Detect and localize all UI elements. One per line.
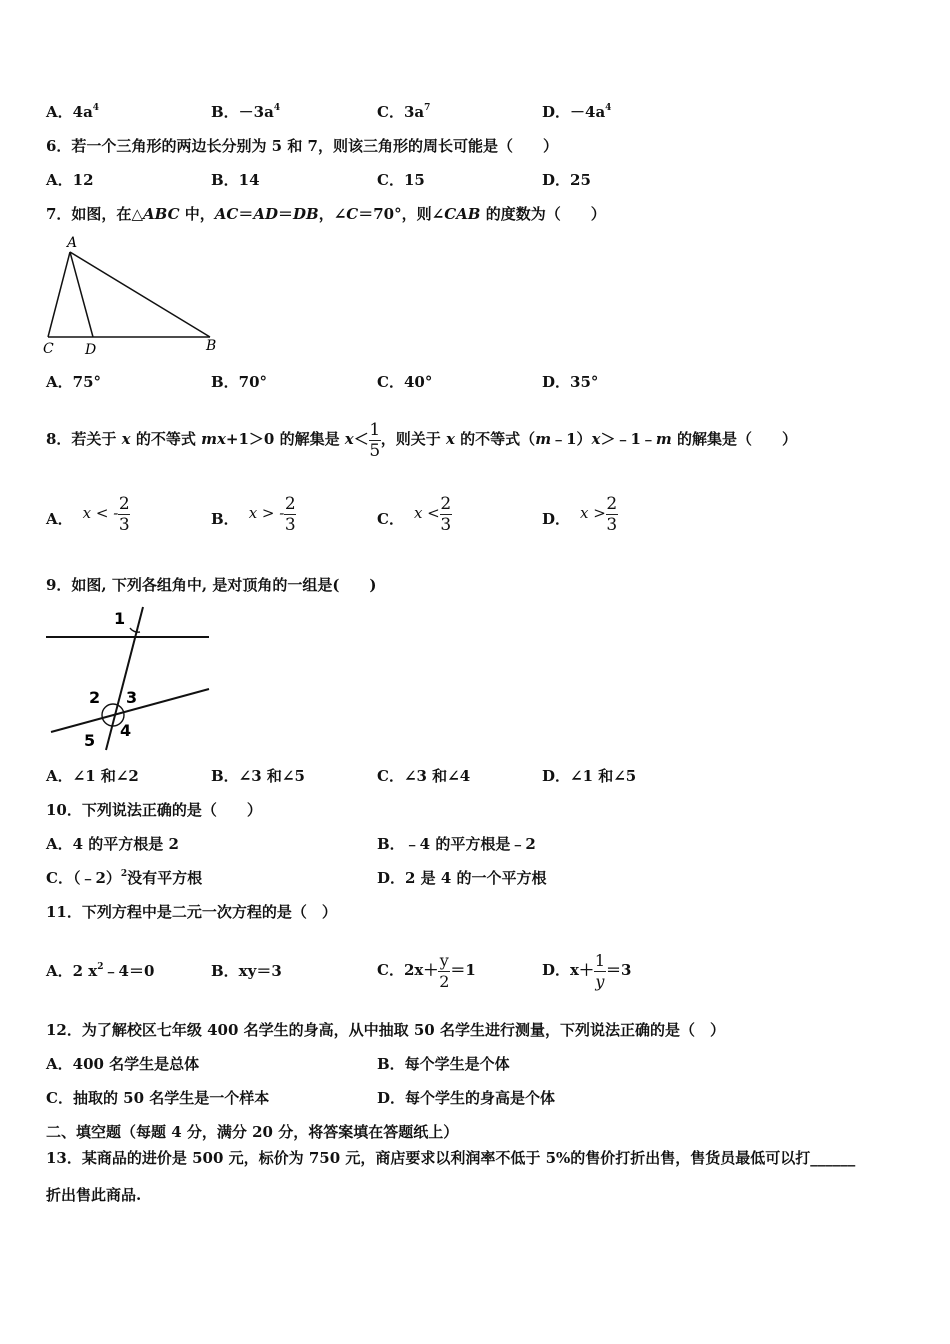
q6-option-b: B．14: [211, 171, 260, 189]
q11-option-d: D．x＋ $\frac{1}{y}$ ＝3: [542, 950, 632, 991]
line-ab: [70, 252, 210, 337]
q12-option-a: A．400 名学生是总体: [46, 1055, 200, 1073]
q7-option-c: C．40°: [377, 373, 433, 391]
q11-option-c: C．2x＋ $\frac{y}{2}$ ＝1: [377, 950, 476, 991]
q9-option-d: D．∠1 和∠5: [542, 767, 637, 785]
q10-stem: 10．下列说法正确的是（ ）: [46, 801, 262, 819]
angle-label-1: 1: [114, 609, 126, 628]
q7-option-a: A．75°: [46, 373, 102, 391]
angle-label-4: 4: [120, 721, 132, 740]
q7-option-d: D．35°: [542, 373, 599, 391]
q10-option-a: A．4 的平方根是 2: [46, 835, 179, 853]
q10-option-d: D．2 是 4 的一个平方根: [377, 869, 547, 887]
q5-option-c: C．$3a^7$: [377, 103, 431, 121]
q13-line-2: 折出售此商品.: [46, 1186, 142, 1204]
q12-option-d: D．每个学生的身高是个体: [377, 1089, 556, 1107]
q6-option-c: C．15: [377, 171, 425, 189]
q8-fraction: $\frac{1}{5}$: [369, 419, 381, 461]
q9-option-b: B．∠3 和∠5: [211, 767, 305, 785]
q8-option-a: A． x < - $\frac{2}{3}$: [46, 493, 130, 535]
line-ac: [48, 252, 70, 337]
q9-option-a: A．∠1 和∠2: [46, 767, 139, 785]
q12-option-b: B．每个学生是个体: [377, 1055, 510, 1073]
label-d: D: [85, 342, 97, 358]
q9-option-c: C．∠3 和∠4: [377, 767, 471, 785]
q9-stem: 9．如图, 下列各组角中, 是对顶角的一组是( ): [46, 576, 377, 594]
q6-option-a: A．12: [46, 171, 94, 189]
q12-option-c: C．抽取的 50 名学生是一个样本: [46, 1089, 270, 1107]
q7-triangle-figure: [40, 232, 230, 360]
q8-option-b: B． x > - $\frac{2}{3}$: [211, 493, 296, 535]
q5-option-d: D．$-4a^4$: [542, 103, 612, 121]
q5-option-a: A．$4a^4$: [46, 103, 100, 121]
angle-label-2: 2: [89, 688, 101, 707]
arc-1: [130, 628, 140, 632]
line-ad: [70, 252, 93, 337]
angle-label-3: 3: [126, 688, 138, 707]
q11-option-b: B．xy＝3: [211, 962, 282, 980]
q9-angles-figure: [44, 602, 214, 752]
q6-stem: 6．若一个三角形的两边长分别为 5 和 7，则该三角形的周长可能是（ ）: [46, 137, 558, 155]
angle-label-5: 5: [84, 731, 96, 750]
q7-option-b: B．70°: [211, 373, 268, 391]
section-title-fill-in: 二、填空题（每题 4 分，满分 20 分，将答案填在答题纸上）: [46, 1123, 459, 1141]
q8-stem: 8．若关于 x 的不等式 mx+1＞0 的解集是 x＜ $\frac{1}{5}$ ，则关于 x 的不等式（m﹣1）x＞﹣1﹣m 的解集是（ ）: [46, 419, 797, 461]
q6-option-d: D．25: [542, 171, 591, 189]
label-a: A: [67, 235, 78, 251]
q7-stem: 7．如图，在△ABC 中，AC＝AD＝DB，∠C＝70°，则∠CAB 的度数为（ ）: [46, 205, 606, 223]
q11-stem: 11．下列方程中是二元一次方程的是（ ）: [46, 903, 337, 921]
q5-option-b: B．$-3a^4$: [211, 103, 281, 121]
q8-option-c: C． x < $\frac{2}{3}$: [377, 493, 452, 535]
q12-stem: 12．为了解校区七年级 400 名学生的身高，从中抽取 50 名学生进行测量，下列说法正确的是（ ）: [46, 1021, 725, 1039]
q8-option-d: D． x > $\frac{2}{3}$: [542, 493, 618, 535]
q10-option-b: B．﹣4 的平方根是﹣2: [377, 835, 536, 853]
q13-line-1: 13．某商品的进价是 500 元，标价为 750 元，商店要求以利润率不低于 5%的售价打折出售，售货员最低可以打______: [46, 1149, 856, 1167]
q10-option-c: C．（﹣2）$^2$没有平方根: [46, 869, 203, 887]
label-c: C: [43, 341, 54, 357]
q11-option-a: A．2 $x^2﹣4=0$: [46, 962, 155, 980]
label-b: B: [206, 338, 217, 354]
